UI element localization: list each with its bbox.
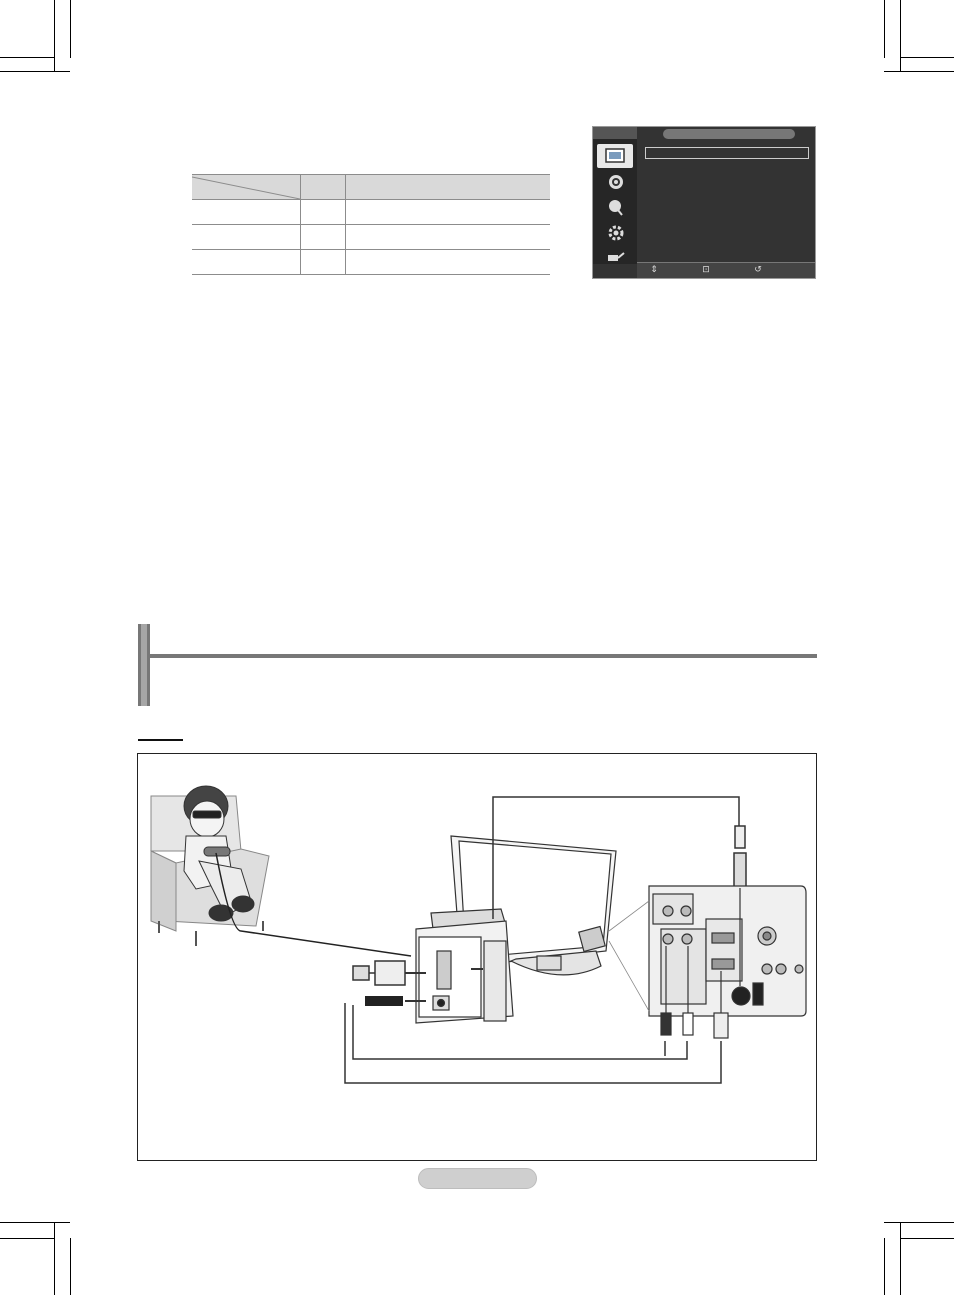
table-cell <box>192 250 301 275</box>
table-cell <box>192 200 301 225</box>
move-icon: ⇕ <box>650 265 658 275</box>
osd-title-bar <box>663 129 795 139</box>
table-cell <box>301 200 346 225</box>
osd-selected-field[interactable] <box>645 147 809 159</box>
table-cell <box>346 250 551 275</box>
channel-icon[interactable] <box>607 199 625 215</box>
section-rule <box>150 654 817 658</box>
page-number <box>418 1168 537 1189</box>
section-bar <box>138 624 150 706</box>
osd-menu <box>592 126 816 279</box>
subtitle-underline <box>138 739 183 741</box>
table-header-cell-diagonal <box>192 175 301 200</box>
diagram-illustration <box>138 754 816 1160</box>
input-icon[interactable] <box>607 249 625 265</box>
spec-table <box>192 174 550 275</box>
table-header-cell <box>346 175 551 200</box>
sound-icon[interactable] <box>607 174 625 190</box>
table-header-row <box>192 175 550 200</box>
game-console <box>416 909 513 1023</box>
connection-panel <box>609 886 806 1016</box>
enter-icon: ⊡ <box>702 265 710 275</box>
table-cell <box>346 200 551 225</box>
table-row <box>192 225 550 250</box>
setup-icon[interactable] <box>607 224 625 240</box>
table-row <box>192 250 550 275</box>
diagonal-divider <box>192 175 300 199</box>
osd-footer <box>637 262 815 278</box>
osd-sidebar-header <box>593 127 637 139</box>
table-row <box>192 200 550 225</box>
table-header-cell <box>301 175 346 200</box>
table-cell <box>192 225 301 250</box>
picture-icon[interactable] <box>597 144 633 168</box>
table-cell <box>301 250 346 275</box>
table-cell <box>346 225 551 250</box>
table-cell <box>301 225 346 250</box>
connection-diagram <box>137 753 817 1161</box>
return-icon: ↺ <box>754 265 762 275</box>
